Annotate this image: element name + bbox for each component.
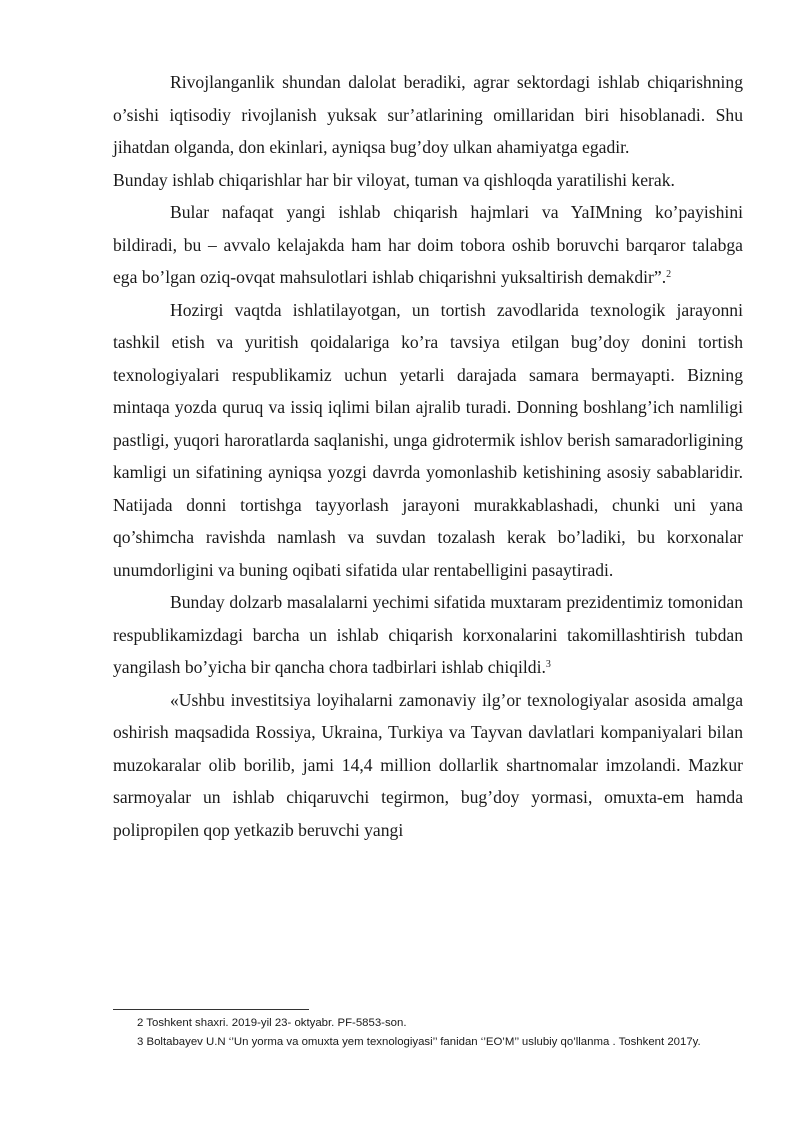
footnotes-section <box>113 1009 753 1052</box>
footnote-divider <box>113 1009 309 1010</box>
paragraph-text: Bunday ishlab chiqarishlar har bir viloyat, tuman va qishloqda yaratilishi kerak. <box>113 169 675 190</box>
paragraph-current-state <box>113 294 743 587</box>
paragraph-measures <box>113 586 743 684</box>
paragraph-text: Rivojlanganlik shundan dalolat beradiki, agrar sektordagi ishlab chiqarishning o’sishi iqtisodiy rivojlanish yuksak sur’atlarining omillaridan biri hisoblanadi. Shu jihatdan olganda, don ekinlari, ayniqsa bug’doy ulkan ahamiyatga egadir. <box>113 72 743 157</box>
footnote-reference: 2 <box>666 269 672 280</box>
footnote-2: 2 Toshkent shaxri. 2019-yil 23- oktyabr. PF-5853-son. <box>137 1017 407 1029</box>
paragraph-text: Hozirgi vaqtda ishlatilayotgan, un tortish zavodlarida texnologik jarayonni tashkil etish va yuritish qoidalariga ko’ra tavsiya etilgan bug’doy donini tortish texnologiyalari respublikamiz uchun yetarli darajada samara bermayapti. Bizning mintaqa yozda quruq va issiq iqlimi bilan ajralib turadi. Donning boshlang’ich namliligi pastligi, yuqori haroratlarda saqlanishi, unga gidrotermik ishlov berish samaradorligining kamligi un sifatining ayniqsa yozgi davrda yomonlashib ketishining asosiy sabablaridir. Natijada donni tortishga tayyorlash jarayoni murakkablashadi, chunki uni yana qo’shimcha ravishda namlash va suvdan tozalash kerak bo’ladiki, bu korxonalar unumdorligini va buning oqibati sifatida ular rentabelligini pasaytiradi. <box>113 299 743 580</box>
paragraph-text: Bular nafaqat yangi ishlab chiqarish hajmlari va YaIMning ko’payishini bildiradi, bu – avvalo kelajakda ham har doim tobora oshib boruvchi barqaror talabga ega bo’lgan oziq-ovqat mahsulotlari ishlab chiqarishni yuksaltirish demakdir”. <box>113 202 743 287</box>
paragraph-production <box>113 164 743 197</box>
paragraph-intro <box>113 66 743 164</box>
paragraph-investment <box>113 684 743 847</box>
document-body <box>113 66 743 846</box>
paragraph-text: Bunday dolzarb masalalarni yechimi sifatida muxtaram prezidentimiz tomonidan respublikamizdagi barcha un ishlab chiqarish korxonalarini takomillashtirish tubdan yangilash bo’yicha bir qancha chora tadbirlari ishlab chiqildi. <box>113 592 743 677</box>
footnote-3: 3 Boltabayev U.N ‘’Un yorma va omuxta yem texnologiyasi’’ fanidan ‘’EO’M’’ uslubiy qo’llanma . Toshkent 2017y. <box>137 1036 701 1048</box>
paragraph-text: «Ushbu investitsiya loyihalarni zamonaviy ilg’or texnologiyalar asosida amalga oshirish maqsadida Rossiya, Ukraina, Turkiya va Tayvan davlatlari kompaniyalari bilan muzokaralar olib borilib, jami 14,4 million dollarlik shartnomalar imzolandi. Mazkur sarmoyalar un ishlab chiqaruvchi tegirmon, bug’doy yormasi, omuxta-em hamda polipropilen qop yetkazib beruvchi yangi <box>113 689 743 840</box>
paragraph-quote <box>113 196 743 294</box>
footnote-reference: 3 <box>545 659 551 670</box>
